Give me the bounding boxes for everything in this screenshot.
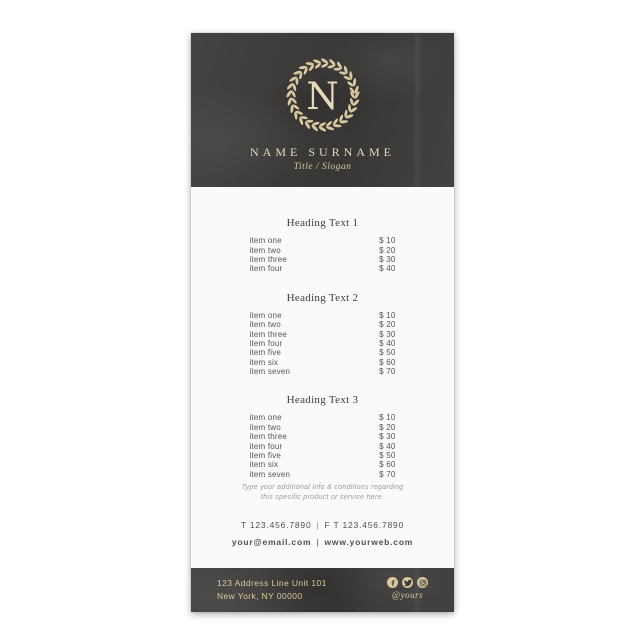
facebook-icon (387, 577, 398, 588)
item-price: $ 10 (379, 413, 396, 423)
address-block (217, 577, 327, 603)
item-price: $ 30 (379, 432, 396, 442)
disclaimer-text (191, 483, 454, 502)
instagram-icon (417, 577, 428, 588)
separator-pipe: | (316, 537, 320, 548)
phone-number: T 123.456.7890 (240, 520, 312, 531)
item-price: $ 30 (379, 254, 396, 264)
item-row (250, 432, 396, 441)
item-price: $ 20 (379, 320, 396, 330)
card-footer (191, 568, 454, 612)
item-row (250, 451, 396, 460)
item-label: item one (249, 413, 282, 423)
item-label: item four (249, 264, 283, 274)
item-label: item three (249, 329, 288, 339)
item-label: item three (249, 254, 288, 264)
card-header (191, 33, 454, 187)
item-label: item one (249, 236, 282, 246)
item-price: $ 50 (379, 451, 396, 461)
item-price: $ 70 (379, 469, 396, 479)
item-label: item two (249, 245, 281, 255)
title-slogan: Title / Slogan (293, 162, 352, 172)
item-label: item six (249, 460, 279, 470)
laurel-wreath (283, 55, 363, 135)
phone-fax-line (191, 520, 454, 531)
item-label: item five (249, 451, 282, 461)
email-web-line (191, 537, 454, 548)
card-body (191, 187, 454, 548)
item-row (250, 320, 396, 329)
item-label: item four (249, 338, 283, 348)
item-row (250, 423, 396, 432)
section-heading: Heading Text 3 (286, 394, 359, 407)
item-label: item two (249, 320, 281, 330)
monogram-letter: N (306, 74, 339, 118)
price-section (191, 216, 454, 274)
price-sections (191, 216, 454, 479)
item-row (250, 329, 396, 338)
item-price: $ 40 (379, 338, 396, 348)
item-label: item three (249, 432, 288, 442)
item-label: item one (249, 310, 282, 320)
item-row (250, 441, 396, 450)
item-row (250, 339, 396, 348)
business-name: NAME SURNAME (249, 145, 395, 159)
website-url: www.yourweb.com (324, 537, 414, 548)
rack-card (191, 33, 454, 612)
social-block (387, 577, 428, 600)
social-icons (387, 577, 428, 588)
twitter-icon (402, 577, 413, 588)
item-row (250, 311, 396, 320)
item-label: item six (249, 357, 279, 367)
item-price: $ 70 (379, 367, 396, 377)
item-row (250, 470, 396, 479)
item-label: item five (249, 348, 282, 358)
item-price: $ 40 (379, 441, 396, 451)
item-price: $ 10 (379, 310, 396, 320)
item-price: $ 20 (379, 422, 396, 432)
item-price: $ 20 (379, 245, 396, 255)
item-label: item seven (249, 367, 291, 377)
item-row (250, 264, 396, 273)
item-row (250, 255, 396, 264)
separator-pipe: | (316, 520, 320, 531)
item-row (250, 348, 396, 357)
item-row (250, 413, 396, 422)
item-price: $ 30 (379, 329, 396, 339)
price-section (191, 291, 454, 377)
item-label: item two (249, 422, 281, 432)
section-heading: Heading Text 1 (286, 217, 359, 229)
item-row (250, 358, 396, 367)
item-price: $ 60 (379, 357, 396, 367)
item-label: item seven (249, 469, 291, 479)
price-section (191, 393, 454, 479)
item-row (250, 460, 396, 469)
address-line-2: New York, NY 00000 (217, 591, 303, 601)
social-handle: @yours (391, 590, 424, 600)
item-price: $ 50 (379, 348, 396, 358)
item-label: item four (249, 441, 283, 451)
disclaimer-line-1: Type your additional info & conditions regarding (241, 484, 404, 492)
disclaimer-line-2: this specific product or service here. (260, 493, 385, 501)
item-price: $ 40 (379, 264, 396, 274)
fax-number: F T 123.456.7890 (324, 520, 405, 531)
address-line-1: 123 Address Line Unit 101 (217, 578, 327, 588)
email-address: your@email.com (231, 537, 312, 548)
item-row (250, 236, 396, 245)
section-heading: Heading Text 2 (286, 291, 359, 304)
item-price: $ 10 (379, 236, 396, 246)
item-row (250, 367, 396, 376)
item-price: $ 60 (379, 460, 396, 470)
item-row (250, 245, 396, 254)
